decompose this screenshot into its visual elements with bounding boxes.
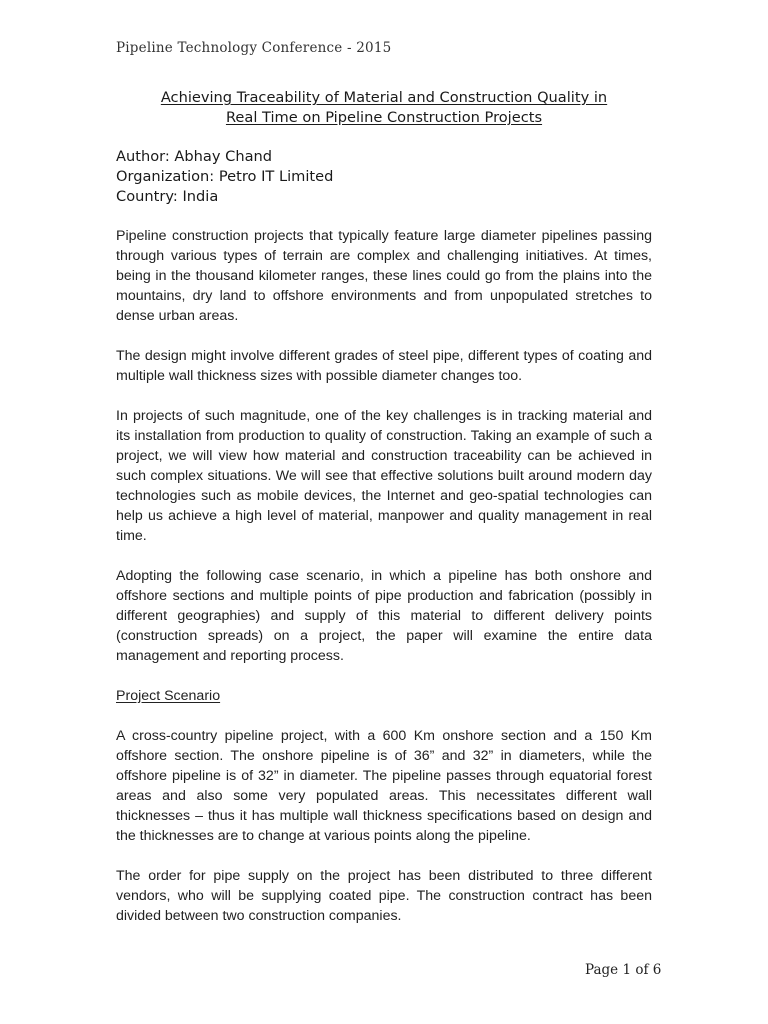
- running-header: Pipeline Technology Conference - 2015: [116, 40, 392, 56]
- paragraph-project-description: A cross-country pipeline project, with a 600 Km onshore section and a 150 Km offshore section. The onshore pipeline is of 36” and 32” in diameters, while the offshore pipeline is of 32” in diameter. The pipeline passes through equatorial forest areas and also some very populated areas. This necessitates different wall thicknesses – thus it has multiple wall thickness specifications based on design and the thicknesses are to change at various points along the pipeline.: [116, 728, 652, 844]
- title-line-1: Achieving Traceability of Material and Construction Quality in: [160, 89, 608, 106]
- paragraph-challenges: In projects of such magnitude, one of the key challenges is in tracking material and its installation from production to quality of construction. Taking an example of such a project, we will view how material and construction traceability can be achieved in such complex situations. We will see that effective solutions built around modern day technologies such as mobile devices, the Internet and geo-spatial technologies can help us achieve a high level of material, manpower and quality management in real time.: [116, 408, 652, 544]
- title-line-2: Real Time on Pipeline Construction Projects: [225, 109, 543, 126]
- body-text: [116, 226, 652, 946]
- organization-line: Organization: Petro IT Limited: [116, 168, 334, 185]
- paragraph-pipe-supply: The order for pipe supply on the project has been distributed to three different vendors, who will be supplying coated pipe. The construction contract has been divided between two construction companies.: [116, 868, 652, 924]
- paper-title: [100, 88, 668, 128]
- author-line: Author: Abhay Chand: [116, 148, 273, 165]
- paragraph-intro: Pipeline construction projects that typically feature large diameter pipelines passing through various types of terrain are complex and challenging initiatives. At times, being in the thousand kilometer ranges, these lines could go from the plains into the mountains, dry land to offshore environments and from unpopulated stretches to dense urban areas.: [116, 228, 652, 324]
- paragraph-case-scenario: Adopting the following case scenario, in which a pipeline has both onshore and offshore sections and multiple points of pipe production and fabrication (possibly in different geographies) and supply of this material to different delivery points (construction spreads) on a project, the paper will examine the entire data management and reporting process.: [116, 568, 652, 664]
- page-number: Page 1 of 6: [585, 962, 662, 978]
- paragraph-design: The design might involve different grades of steel pipe, different types of coating and multiple wall thickness sizes with possible diameter changes too.: [116, 348, 652, 384]
- country-line: Country: India: [116, 188, 219, 205]
- author-block: [116, 147, 333, 207]
- section-heading-project-scenario: Project Scenario: [116, 688, 221, 704]
